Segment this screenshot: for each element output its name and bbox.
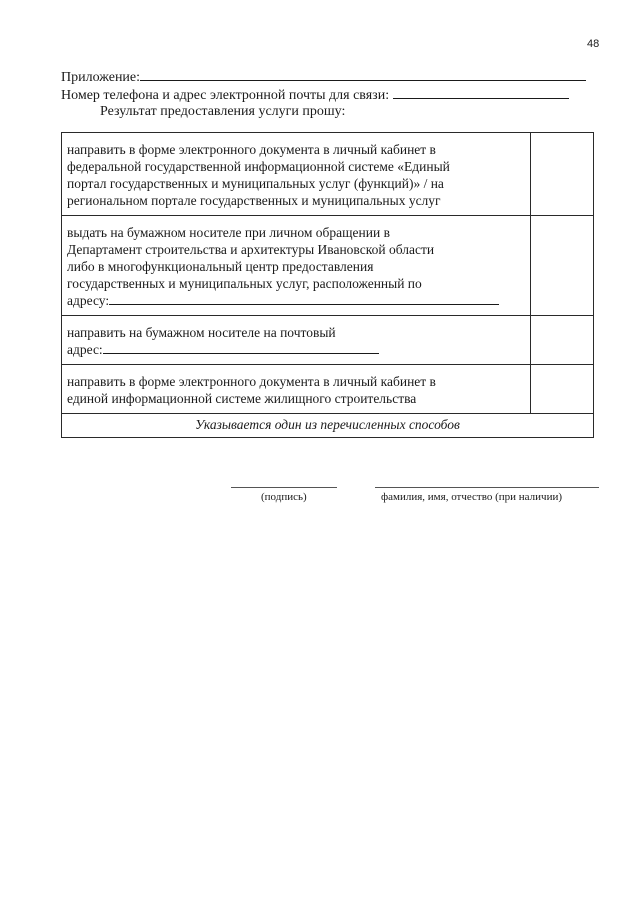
option-row bbox=[62, 365, 594, 414]
contact-label: Номер телефона и адрес электронной почты для связи: bbox=[61, 88, 390, 103]
option-checkbox-cell[interactable] bbox=[531, 316, 594, 365]
signature-caption: (подпись) bbox=[261, 491, 307, 503]
address-field[interactable] bbox=[109, 293, 499, 305]
signature-line[interactable] bbox=[231, 487, 337, 488]
contact-field[interactable] bbox=[393, 86, 569, 99]
postal-address-field[interactable] bbox=[103, 342, 379, 354]
name-line[interactable] bbox=[375, 487, 599, 488]
option-text: направить на бумажном носителе на почтовый адрес: bbox=[62, 316, 531, 365]
page-number: 48 bbox=[587, 38, 600, 50]
footnote: Указывается один из перечисленных способов bbox=[62, 414, 594, 438]
option-text: направить в форме электронного документа в личный кабинет в единой информационной системе жилищного строительства bbox=[62, 365, 531, 414]
delivery-options-table bbox=[61, 132, 594, 438]
attachment-row bbox=[61, 68, 586, 86]
address-label: адресу: bbox=[67, 293, 110, 308]
result-label: Результат предоставления услуги прошу: bbox=[100, 104, 346, 119]
footnote-row bbox=[62, 414, 594, 438]
postal-address-label: адрес: bbox=[67, 342, 103, 357]
option-row bbox=[62, 133, 594, 216]
attachment-field[interactable] bbox=[140, 68, 586, 81]
option-checkbox-cell[interactable] bbox=[531, 365, 594, 414]
attachment-label: Приложение: bbox=[61, 70, 141, 85]
option-text: выдать на бумажном носителе при личном обращении в Департамент строительства и архитектуры Ивановской области либо в многофункциональный центр предоставления государственных и муниципальных услуг, расположенный по адресу: bbox=[62, 216, 531, 316]
name-caption: фамилия, имя, отчество (при наличии) bbox=[381, 491, 563, 503]
option-checkbox-cell[interactable] bbox=[531, 133, 594, 216]
option-row bbox=[62, 216, 594, 316]
contact-row bbox=[61, 86, 569, 104]
option-text: направить в форме электронного документа в личный кабинет в федеральной государственной информационной системе «Единый портал государственных и муниципальных услуг (функций)» / на региональном портале государственных и муниципальных услуг bbox=[62, 133, 531, 216]
option-checkbox-cell[interactable] bbox=[531, 216, 594, 316]
option-row bbox=[62, 316, 594, 365]
